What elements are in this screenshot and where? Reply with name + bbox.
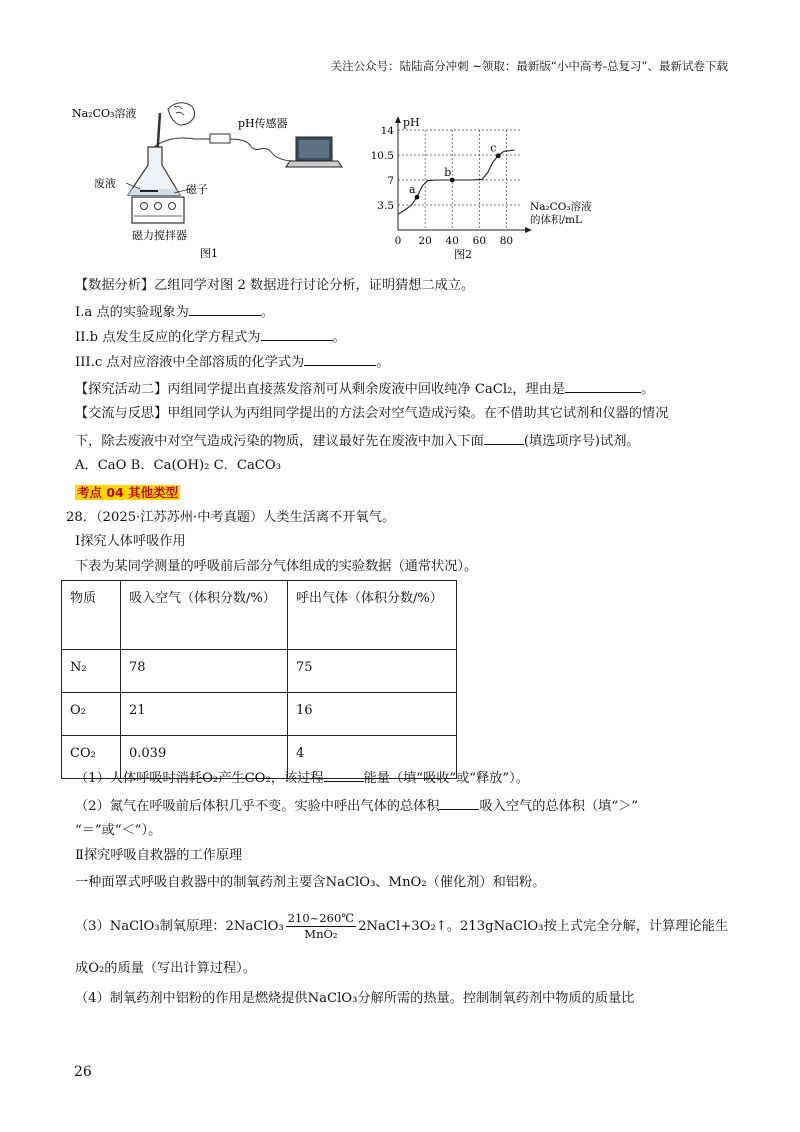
table-intro: 下表为某同学测量的呼吸前后部分气体组成的实验数据（通常状况）。 (75, 559, 478, 574)
stirrer-label: 磁力搅拌器 (132, 229, 187, 242)
reaction-condition: $\frac{210\sim 260℃}{\text{MnO₂}}$ (287, 911, 355, 941)
options-line: A．CaO B．Ca(OH)₂ C．CaCO₃ (75, 458, 281, 473)
activity-two: 【探究活动二】丙组同学提出直接蒸发溶剂可从剩余废液中回收纯净 CaCl₂，理由是 。 (75, 379, 654, 399)
gas-composition-table (61, 580, 457, 779)
flask-icon (128, 147, 180, 195)
point-label-b: b (444, 166, 452, 179)
table-header: 呼出气体（体积分数/%） (288, 581, 457, 650)
ph-sensor-icon (210, 134, 230, 143)
y-tick-label: 3.5 (377, 200, 394, 212)
table-cell: CO₂ (62, 736, 121, 779)
point-label-c: c (490, 141, 497, 155)
figure-2-caption: 图2 (454, 248, 472, 261)
answer-blank[interactable] (261, 327, 333, 341)
question-3: （3）NaClO₃制氧原理：2NaClO₃ $\frac{210\sim 260℃}{\text{MnO₂}}$ 2NaCl+3O₂↑。213gNaClO₃按上式完全分解，计算理论能生 (75, 911, 729, 941)
table-cell: 16 (288, 693, 457, 736)
question-1: （1）人体呼吸时消耗O₂产生CO₂，该过程 能量（填“吸收”或“释放”）。 (75, 768, 529, 788)
part-one-title: Ⅰ探究人体呼吸作用 (75, 534, 186, 549)
waste-liquid-label: 废液 (94, 177, 116, 190)
table-cell: 75 (288, 650, 457, 693)
table-row (62, 650, 457, 693)
question-2-cont: “＝”或“＜”）。 (75, 823, 162, 838)
y-tick-label: 14 (380, 125, 394, 137)
part-two-intro: 一种面罩式呼吸自救器中的制氧药剂主要含NaClO₃、MnO₂（催化剂）和铝粉。 (75, 875, 546, 890)
table-cell: 4 (288, 736, 457, 779)
data-analysis-line: 【数据分析】乙组同学对图 2 数据进行讨论分析，证明猜想二成立。 (75, 278, 475, 293)
section-heading: 考点 04 其他类型 (77, 485, 179, 500)
part-two-title: Ⅱ探究呼吸自救器的工作原理 (75, 848, 243, 863)
laptop-icon (286, 137, 342, 167)
answer-blank[interactable] (189, 302, 261, 316)
reflection-line-2: 下，除去废液中对空气造成污染的物质，建议最好先在废液中加入下面 (填选项序号)试剂。 (75, 431, 640, 451)
question-3-cont: 成O₂的质量（写出计算过程）。 (75, 961, 256, 976)
answer-blank[interactable] (324, 768, 364, 782)
ph-sensor-label: pH传感器 (238, 117, 288, 130)
table-cell: O₂ (62, 693, 121, 736)
reflection-line: 【交流与反思】甲组同学认为丙组同学提出的方法会对空气造成污染。在不借助其它试剂和仪器的情况 (75, 406, 669, 421)
table-header: 吸入空气（体积分数/%） (121, 581, 288, 650)
table-row (62, 693, 457, 736)
question-4: （4）制氧药剂中铝粉的作用是燃烧提供NaClO₃分解所需的热量。控制制氧药剂中物质的质量比 (75, 991, 635, 1006)
reagent-label: Na₂CO₃溶液 (72, 107, 137, 120)
table-cell: 21 (121, 693, 288, 736)
table-cell: N₂ (62, 650, 121, 693)
figure-1-apparatus (70, 95, 360, 270)
point-label-a: a (408, 183, 416, 197)
x-tick-label: 40 (445, 235, 459, 247)
answer-blank[interactable] (304, 352, 376, 366)
question-iii: III.c 点对应溶液中全部溶质的化学式为 。 (75, 352, 389, 372)
magnet-label: 磁子 (186, 183, 208, 196)
x-tick-label: 0 (394, 235, 402, 247)
x-axis-label-line1: Na₂CO₃溶液 (530, 201, 592, 213)
figure-1-caption: 图1 (200, 247, 218, 260)
table-cell: 78 (121, 650, 288, 693)
figure-2-ph-chart (370, 112, 630, 262)
x-tick-label: 60 (472, 235, 487, 247)
page-header: 关注公众号：陆陆高分冲刺 ~领取：最新版“小中高考-总复习”、最新试卷下载 (330, 59, 728, 73)
y-axis-label: pH (403, 116, 420, 129)
answer-blank[interactable] (565, 379, 641, 393)
x-tick-label: 80 (499, 235, 514, 247)
data-point-c (496, 153, 501, 158)
table-cell: 0.039 (121, 736, 288, 779)
question-ii: II.b 点发生反应的化学方程式为 。 (75, 327, 346, 347)
hand-icon (168, 103, 195, 125)
y-tick-label: 10.5 (370, 150, 394, 162)
y-tick-label: 7 (387, 175, 394, 187)
table-header-row (62, 581, 457, 650)
table-header: 物质 (62, 581, 121, 650)
x-axis-label-line2: 的体积/mL (530, 214, 582, 226)
page-number: 26 (74, 1064, 92, 1080)
question-2: （2）氮气在呼吸前后体积几乎不变。实验中呼出气体的总体积 吸入空气的总体积（填“＞” (75, 796, 638, 816)
answer-blank[interactable] (484, 431, 524, 445)
question-i: I.a 点的实验现象为 。 (75, 302, 274, 322)
x-tick-label: 20 (418, 235, 432, 247)
answer-blank[interactable] (439, 796, 479, 810)
question-28: 28．（2025·江苏苏州·中考真题）人类生活离不开氧气。 (66, 510, 396, 525)
